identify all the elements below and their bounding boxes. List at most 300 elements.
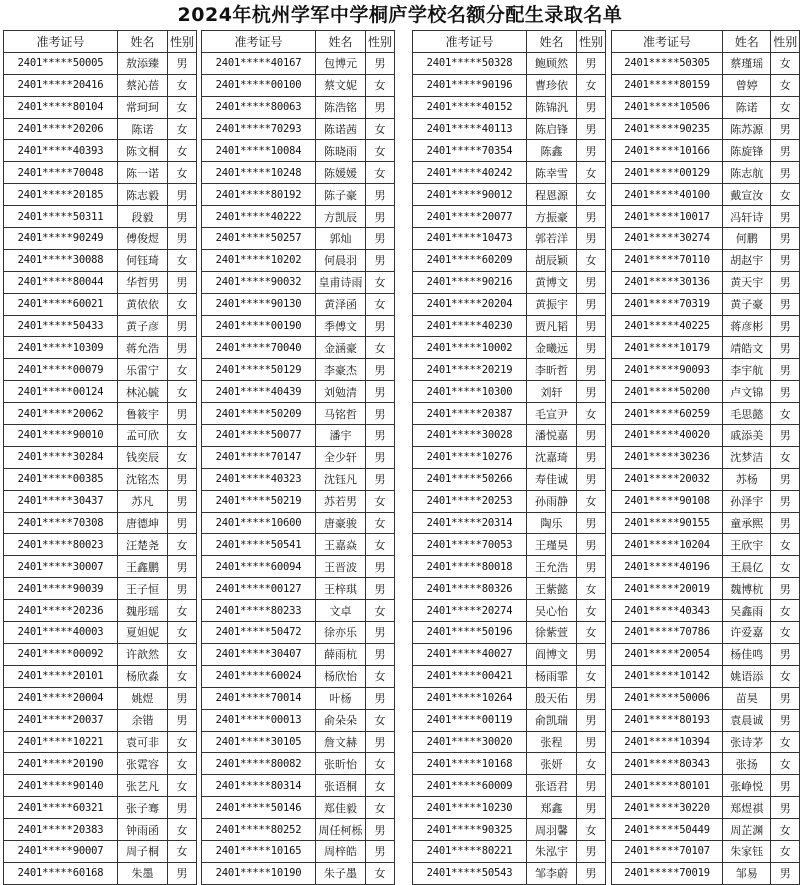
student-name-cell: 王晨亿 [723, 556, 771, 578]
student-name-cell: 张峥悦 [723, 775, 771, 797]
exam-id-cell: 2401*****70110 [612, 249, 723, 271]
gender-cell: 男 [366, 52, 395, 74]
table-row [202, 797, 395, 819]
exam-id-cell: 2401*****80221 [413, 840, 527, 862]
exam-id-cell: 2401*****00013 [202, 709, 316, 731]
student-name-cell: 陈旋锋 [723, 140, 771, 162]
student-name-cell: 王瑾昊 [527, 534, 577, 556]
student-name-cell: 汪楚尧 [118, 534, 168, 556]
exam-id-cell: 2401*****90196 [413, 74, 527, 96]
student-name-cell: 俞朵朵 [316, 709, 366, 731]
student-name-cell: 陈苏源 [723, 118, 771, 140]
exam-id-cell: 2401*****40439 [202, 381, 316, 403]
table-row [202, 74, 395, 96]
exam-id-cell: 2401*****50200 [612, 381, 723, 403]
table-row [202, 337, 395, 359]
exam-id-cell: 2401*****70048 [4, 162, 118, 184]
exam-id-cell: 2401*****00079 [4, 359, 118, 381]
gender-cell: 男 [577, 228, 606, 250]
student-name-cell: 薛雨杭 [316, 643, 366, 665]
table-row [413, 96, 606, 118]
student-name-cell: 杨佳鸣 [723, 643, 771, 665]
exam-id-cell: 2401*****90140 [4, 775, 118, 797]
student-name-cell: 郑佳毅 [316, 797, 366, 819]
gender-cell: 女 [366, 600, 395, 622]
table-row [202, 315, 395, 337]
table-row [4, 622, 197, 644]
student-name-cell: 王梓琪 [316, 578, 366, 600]
student-name-cell: 张艺凡 [118, 775, 168, 797]
exam-id-cell: 2401*****30274 [612, 228, 723, 250]
table-row [202, 249, 395, 271]
gender-cell: 女 [366, 337, 395, 359]
gender-cell: 男 [577, 556, 606, 578]
exam-id-cell: 2401*****40167 [202, 52, 316, 74]
gender-cell: 男 [366, 556, 395, 578]
gender-cell: 女 [168, 840, 197, 862]
gender-cell: 女 [771, 403, 800, 425]
exam-id-cell: 2401*****70040 [202, 337, 316, 359]
student-name-cell: 唐豪骏 [316, 512, 366, 534]
student-name-cell: 程恩源 [527, 184, 577, 206]
gender-cell: 男 [168, 578, 197, 600]
gender-cell: 男 [771, 140, 800, 162]
gender-cell: 女 [577, 490, 606, 512]
exam-id-cell: 2401*****20032 [612, 468, 723, 490]
gender-cell: 男 [366, 643, 395, 665]
name-header: 姓名 [118, 31, 168, 53]
name-header: 姓名 [527, 31, 577, 53]
gender-cell: 女 [771, 534, 800, 556]
page-title: 2024年杭州学军中学桐庐学校名额分配生录取名单 [177, 4, 623, 26]
gender-cell: 男 [577, 512, 606, 534]
exam-id-cell: 2401*****70019 [612, 862, 723, 884]
gender-cell: 男 [577, 446, 606, 468]
table-row [202, 687, 395, 709]
table-row [612, 468, 800, 490]
exam-id-cell: 2401*****10017 [612, 206, 723, 228]
gender-cell: 女 [168, 293, 197, 315]
table-row [612, 731, 800, 753]
gender-header: 性别 [366, 31, 395, 53]
gender-cell: 女 [771, 819, 800, 841]
table-row [4, 271, 197, 293]
gender-cell: 男 [771, 468, 800, 490]
exam-id-cell: 2401*****10264 [413, 687, 527, 709]
student-name-cell: 郑煜祺 [723, 797, 771, 819]
gender-cell: 女 [366, 512, 395, 534]
student-name-cell: 许歆然 [118, 643, 168, 665]
student-name-cell: 胡辰颖 [527, 249, 577, 271]
table-row [202, 293, 395, 315]
gender-cell: 女 [771, 96, 800, 118]
student-name-cell: 包博元 [316, 52, 366, 74]
student-name-cell: 方凯辰 [316, 206, 366, 228]
table-row [413, 797, 606, 819]
student-name-cell: 苏凡 [118, 490, 168, 512]
gender-cell: 男 [771, 293, 800, 315]
exam-id-cell: 2401*****50257 [202, 228, 316, 250]
student-name-cell: 张语君 [527, 775, 577, 797]
student-name-cell: 陈志毅 [118, 184, 168, 206]
student-name-cell: 方振豪 [527, 206, 577, 228]
exam-id-cell: 2401*****10190 [202, 862, 316, 884]
gender-cell: 男 [366, 840, 395, 862]
table-row [413, 293, 606, 315]
gender-cell: 男 [771, 271, 800, 293]
exam-id-cell: 2401*****50543 [413, 862, 527, 884]
table-row [612, 709, 800, 731]
table-row [413, 643, 606, 665]
exam-id-cell: 2401*****10248 [202, 162, 316, 184]
table-header-row [4, 31, 197, 53]
table-row [4, 819, 197, 841]
table-row [612, 425, 800, 447]
gender-cell: 男 [577, 840, 606, 862]
student-name-cell: 郑鑫 [527, 797, 577, 819]
table-row [4, 381, 197, 403]
gender-header: 性别 [771, 31, 800, 53]
gender-cell: 男 [366, 249, 395, 271]
exam-id-cell: 2401*****00119 [413, 709, 527, 731]
student-name-cell: 何钰琦 [118, 249, 168, 271]
exam-id-cell: 2401*****60009 [413, 775, 527, 797]
table-row [202, 840, 395, 862]
admission-table-4 [611, 30, 800, 885]
student-name-cell: 陈晓雨 [316, 140, 366, 162]
table-header-row [612, 31, 800, 53]
exam-id-cell: 2401*****70354 [413, 140, 527, 162]
gender-cell: 男 [168, 512, 197, 534]
gender-cell: 男 [577, 96, 606, 118]
gender-cell: 男 [168, 337, 197, 359]
table-row [612, 52, 800, 74]
student-name-cell: 许爱嘉 [723, 622, 771, 644]
student-name-cell: 陈诺茜 [316, 118, 366, 140]
student-name-cell: 周任柯栎 [316, 819, 366, 841]
student-name-cell: 黄依依 [118, 293, 168, 315]
gender-cell: 男 [577, 52, 606, 74]
student-name-cell: 王子恒 [118, 578, 168, 600]
student-name-cell: 皇甫诗雨 [316, 271, 366, 293]
exam-id-cell: 2401*****20274 [413, 600, 527, 622]
table-row [413, 862, 606, 884]
student-name-cell: 夏妲妮 [118, 622, 168, 644]
student-name-cell: 周梓皓 [316, 840, 366, 862]
student-name-cell: 周子桐 [118, 840, 168, 862]
gender-cell: 女 [366, 74, 395, 96]
exam-id-cell: 2401*****20314 [413, 512, 527, 534]
gender-cell: 男 [577, 293, 606, 315]
exam-id-cell: 2401*****10506 [612, 96, 723, 118]
student-name-cell: 唐德坤 [118, 512, 168, 534]
gender-cell: 女 [771, 753, 800, 775]
student-name-cell: 陈诺 [118, 118, 168, 140]
table-row [612, 753, 800, 775]
student-name-cell: 陈锦汎 [527, 96, 577, 118]
exam-id-cell: 2401*****30437 [4, 490, 118, 512]
gender-cell: 男 [168, 468, 197, 490]
exam-id-cell: 2401*****60321 [4, 797, 118, 819]
exam-id-cell: 2401*****20206 [4, 118, 118, 140]
table-row [4, 840, 197, 862]
student-name-cell: 王允浩 [527, 556, 577, 578]
gender-cell: 女 [168, 162, 197, 184]
table-row [4, 118, 197, 140]
gender-cell: 女 [366, 753, 395, 775]
student-name-cell: 陈鑫 [527, 140, 577, 162]
table-row [612, 797, 800, 819]
table-row [4, 490, 197, 512]
gender-cell: 女 [168, 140, 197, 162]
student-name-cell: 张扬 [723, 753, 771, 775]
student-name-cell: 杨欣怡 [316, 665, 366, 687]
table-row [202, 403, 395, 425]
gender-cell: 男 [771, 578, 800, 600]
table-row [4, 293, 197, 315]
exam-id-cell: 2401*****30220 [612, 797, 723, 819]
exam-id-cell: 2401*****20190 [4, 753, 118, 775]
exam-id-cell: 2401*****90012 [413, 184, 527, 206]
table-row [4, 315, 197, 337]
gender-cell: 男 [577, 797, 606, 819]
exam-id-cell: 2401*****80252 [202, 819, 316, 841]
table-row [612, 228, 800, 250]
table-row [202, 753, 395, 775]
exam-id-cell: 2401*****50005 [4, 52, 118, 74]
exam-id-cell: 2401*****00092 [4, 643, 118, 665]
gender-cell: 男 [168, 687, 197, 709]
table-row [413, 600, 606, 622]
gender-cell: 女 [771, 665, 800, 687]
table-row [413, 534, 606, 556]
gender-cell: 男 [577, 337, 606, 359]
student-name-cell: 王欣宇 [723, 534, 771, 556]
exam-id-cell: 2401*****60024 [202, 665, 316, 687]
exam-id-cell: 2401*****80104 [4, 96, 118, 118]
table-row [413, 162, 606, 184]
table-row [612, 512, 800, 534]
exam-id-cell: 2401*****90039 [4, 578, 118, 600]
table-row [4, 359, 197, 381]
gender-cell: 男 [577, 359, 606, 381]
table-row [202, 665, 395, 687]
table-row [612, 643, 800, 665]
exam-id-cell: 2401*****70293 [202, 118, 316, 140]
table-row [413, 249, 606, 271]
gender-cell: 女 [168, 118, 197, 140]
gender-cell: 男 [366, 622, 395, 644]
table-row [413, 271, 606, 293]
gender-cell: 男 [577, 468, 606, 490]
exam-id-cell: 2401*****20101 [4, 665, 118, 687]
gender-cell: 男 [771, 249, 800, 271]
table-row [612, 337, 800, 359]
exam-id-cell: 2401*****40230 [413, 315, 527, 337]
table-row [202, 162, 395, 184]
gender-cell: 女 [366, 775, 395, 797]
gender-cell: 男 [577, 775, 606, 797]
table-row [202, 643, 395, 665]
student-name-cell: 周芷渊 [723, 819, 771, 841]
table-row [612, 446, 800, 468]
exam-id-cell: 2401*****90235 [612, 118, 723, 140]
table-row [4, 403, 197, 425]
exam-id-cell: 2401*****80192 [202, 184, 316, 206]
table-row [4, 337, 197, 359]
gender-cell: 女 [168, 753, 197, 775]
student-name-cell: 郭若洋 [527, 228, 577, 250]
gender-cell: 女 [771, 184, 800, 206]
exam-id-cell: 2401*****90108 [612, 490, 723, 512]
exam-id-cell: 2401*****40393 [4, 140, 118, 162]
gender-cell: 女 [366, 862, 395, 884]
table-row [413, 140, 606, 162]
student-name-cell: 孙雨静 [527, 490, 577, 512]
table-row [4, 425, 197, 447]
gender-cell: 男 [771, 359, 800, 381]
student-name-cell: 郭灿 [316, 228, 366, 250]
student-name-cell: 曾婷 [723, 74, 771, 96]
exam-id-cell: 2401*****50129 [202, 359, 316, 381]
gender-cell: 男 [771, 425, 800, 447]
gender-cell: 男 [168, 797, 197, 819]
exam-id-cell: 2401*****20185 [4, 184, 118, 206]
table-row [413, 403, 606, 425]
exam-id-cell: 2401*****20204 [413, 293, 527, 315]
gender-cell: 女 [771, 622, 800, 644]
student-name-cell: 张诗茅 [723, 731, 771, 753]
student-name-cell: 胡赵宇 [723, 249, 771, 271]
gender-cell: 男 [366, 731, 395, 753]
gender-cell: 男 [577, 140, 606, 162]
table-row [202, 622, 395, 644]
table-row [202, 490, 395, 512]
gender-cell: 女 [168, 643, 197, 665]
exam-id-cell: 2401*****20054 [612, 643, 723, 665]
exam-id-cell: 2401*****60259 [612, 403, 723, 425]
table-row [413, 753, 606, 775]
table-row [202, 600, 395, 622]
table-row [413, 665, 606, 687]
student-name-cell: 何鹏 [723, 228, 771, 250]
exam-id-cell: 2401*****90216 [413, 271, 527, 293]
gender-cell: 女 [168, 665, 197, 687]
gender-cell: 男 [366, 206, 395, 228]
exam-id-cell: 2401*****00385 [4, 468, 118, 490]
exam-id-cell: 2401*****10168 [413, 753, 527, 775]
exam-id-cell: 2401*****50311 [4, 206, 118, 228]
exam-id-cell: 2401*****10394 [612, 731, 723, 753]
table-row [612, 578, 800, 600]
exam-id-cell: 2401*****50219 [202, 490, 316, 512]
gender-cell: 女 [168, 359, 197, 381]
exam-id-cell: 2401*****30020 [413, 731, 527, 753]
student-name-cell: 朱家钰 [723, 840, 771, 862]
gender-cell: 男 [366, 687, 395, 709]
gender-cell: 男 [577, 687, 606, 709]
gender-cell: 女 [366, 490, 395, 512]
student-name-cell: 阎博文 [527, 643, 577, 665]
student-name-cell: 黄振宇 [527, 293, 577, 315]
student-name-cell: 孟可欣 [118, 425, 168, 447]
admission-table-1 [3, 30, 197, 885]
student-name-cell: 张霓容 [118, 753, 168, 775]
gender-cell: 男 [771, 162, 800, 184]
student-name-cell: 鲁筱宇 [118, 403, 168, 425]
exam-id-cell: 2401*****10204 [612, 534, 723, 556]
table-row [202, 775, 395, 797]
student-name-cell: 张昕怡 [316, 753, 366, 775]
student-name-cell: 何晨羽 [316, 249, 366, 271]
gender-cell: 男 [366, 819, 395, 841]
student-name-cell: 朱泓宇 [527, 840, 577, 862]
gender-cell: 女 [366, 665, 395, 687]
gender-cell: 女 [168, 249, 197, 271]
gender-cell: 男 [366, 228, 395, 250]
table-row [202, 578, 395, 600]
exam-id-cell: 2401*****10166 [612, 140, 723, 162]
gender-cell: 男 [771, 797, 800, 819]
exam-id-cell: 2401*****30136 [612, 271, 723, 293]
exam-id-cell: 2401*****80343 [612, 753, 723, 775]
gender-cell: 女 [771, 74, 800, 96]
table-row [612, 403, 800, 425]
student-name-cell: 沈嘉琦 [527, 446, 577, 468]
gender-cell: 男 [366, 381, 395, 403]
table-row [612, 118, 800, 140]
gender-cell: 男 [577, 731, 606, 753]
student-name-cell: 袁可非 [118, 731, 168, 753]
student-name-cell: 曹珍依 [527, 74, 577, 96]
gender-cell: 男 [168, 184, 197, 206]
table-row [202, 52, 395, 74]
exam-id-cell: 2401*****20219 [413, 359, 527, 381]
table-row [612, 819, 800, 841]
student-name-cell: 邹易 [723, 862, 771, 884]
table-row [612, 775, 800, 797]
student-name-cell: 周羽馨 [527, 819, 577, 841]
student-name-cell: 段毅 [118, 206, 168, 228]
student-name-cell: 姚煜 [118, 687, 168, 709]
exam-id-cell: 2401*****70014 [202, 687, 316, 709]
gender-cell: 男 [366, 315, 395, 337]
gender-cell: 男 [771, 381, 800, 403]
table-row [4, 249, 197, 271]
table-row [202, 118, 395, 140]
exam-id-header: 准考证号 [612, 31, 723, 53]
exam-id-cell: 2401*****70053 [413, 534, 527, 556]
exam-id-cell: 2401*****80018 [413, 556, 527, 578]
exam-id-cell: 2401*****40242 [413, 162, 527, 184]
table-row [4, 228, 197, 250]
student-name-cell: 马铭哲 [316, 403, 366, 425]
table-row [202, 709, 395, 731]
student-name-cell: 孙泽宇 [723, 490, 771, 512]
student-name-cell: 敖添臻 [118, 52, 168, 74]
student-name-cell: 寿佳诚 [527, 468, 577, 490]
student-name-cell: 金涵豪 [316, 337, 366, 359]
exam-id-cell: 2401*****10179 [612, 337, 723, 359]
gender-cell: 男 [168, 709, 197, 731]
table-row [4, 709, 197, 731]
gender-header: 性别 [168, 31, 197, 53]
table-row [4, 731, 197, 753]
table-row [612, 556, 800, 578]
exam-id-cell: 2401*****10600 [202, 512, 316, 534]
student-name-cell: 陈启锋 [527, 118, 577, 140]
exam-id-cell: 2401*****80082 [202, 753, 316, 775]
